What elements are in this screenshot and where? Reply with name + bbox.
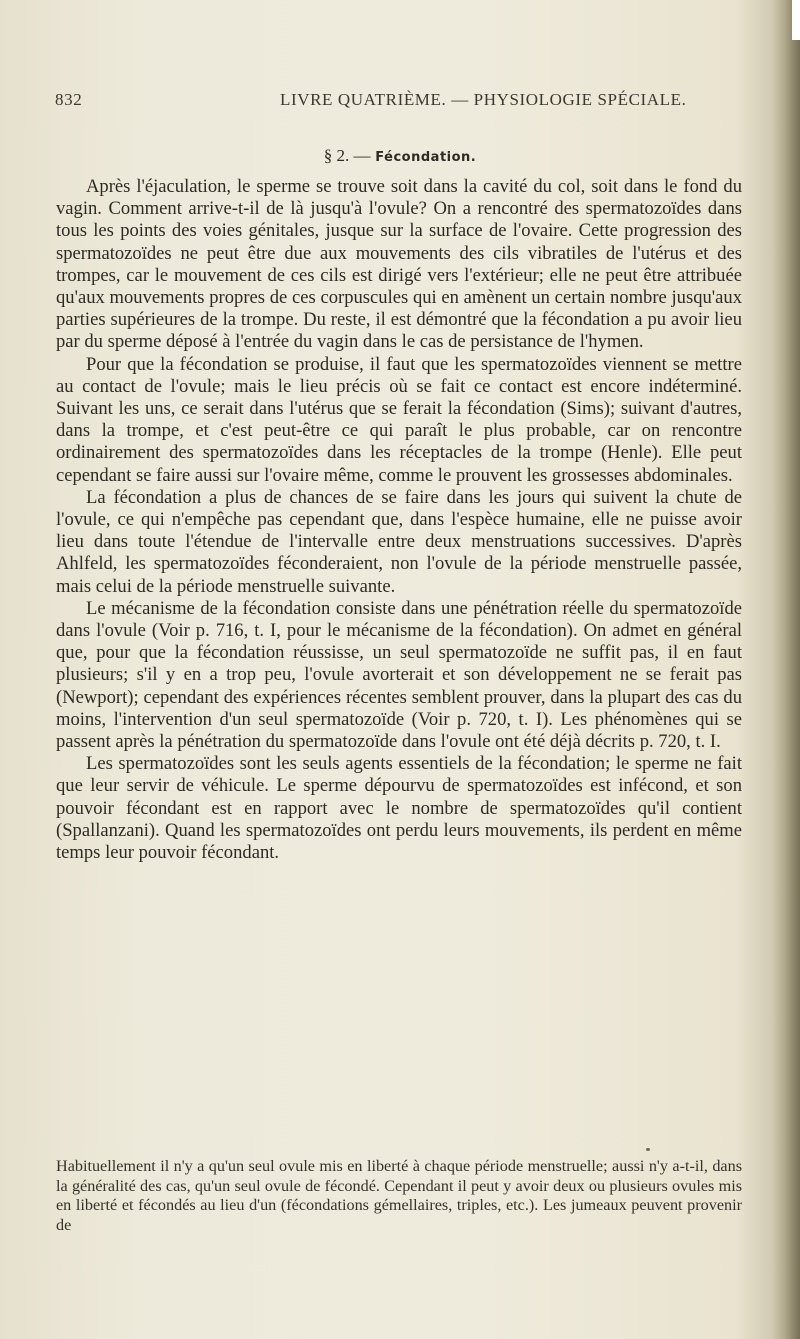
section-number: § 2. — (323, 146, 371, 165)
section-heading (0, 146, 800, 166)
note-text: Habituellement il n'y a qu'un seul ovule mis en liberté à chaque période menstruelle; aussi n'y a-t-il, dans la généralité des cas, qu'un seul ovule de fécondé. Cependant il peut y avoir deux ou plusieurs ovules mis en liberté et fécondés au lieu d'un (fécondations gémellaires, triples, etc.). Les jumeaux peuvent provenir de (56, 1157, 742, 1234)
ink-speck (646, 1148, 650, 1151)
section-title: Fécondation. (375, 150, 477, 165)
body-text (56, 176, 742, 864)
paragraph-2: Pour que la fécondation se produise, il faut que les spermatozoïdes viennent se mettre au contact de l'ovule; mais le lieu précis où se fait ce contact est encore indéterminé. Suivant les uns, ce serait dans l'utérus que se ferait la fécondation (Sims); suivant d'autres, dans la trompe, et c'est peut-être ce qui paraît le plus probable, car on rencontre ordinairement des spermatozoïdes dans les réceptacles de la trompe (Henle). Elle peut cependant se faire aussi sur l'ovaire même, comme le prouvent les grossesses abdominales. (56, 353, 742, 486)
paragraph-4: Le mécanisme de la fécondation consiste dans une pénétration réelle du spermatozoïde dans l'ovule (Voir p. 716, t. I, pour le mécanisme de la fécondation). On admet en général que, pour que la fécondation réussisse, un seul spermatozoïde ne suffit pas, il en faut plusieurs; s'il y en a trop peu, l'ovule avorterait et son développement ne se ferait pas (Newport); cependant des expériences récentes semblent prouver, dans la plupart des cas du moins, l'intervention d'un seul spermatozoïde (Voir p. 720, t. I). Les phénomènes qui se passent après la pénétration du spermatozoïde dans l'ovule ont été déjà décrits p. 720, t. I. (56, 597, 742, 753)
page-edge-shadow (772, 0, 800, 1339)
paragraph-3: La fécondation a plus de chances de se faire dans les jours qui suivent la chute de l'ovule, ce qui n'empêche pas cependant que, dans l'espèce humaine, elle ne puisse avoir lieu dans toute l'étendue de l'intervalle entre deux menstruations successives. D'après Ahlfeld, les spermatozoïdes féconderaient, non l'ovule de la période menstruelle passée, mais celui de la période menstruelle suivante. (56, 486, 742, 597)
running-head-title: LIVRE QUATRIÈME. — PHYSIOLOGIE SPÉCIALE. (280, 90, 687, 109)
page-number: 832 (55, 90, 83, 109)
small-print-note (56, 1157, 742, 1235)
paragraph-5: Les spermatozoïdes sont les seuls agents essentiels de la fécondation; le sperme ne fait que leur servir de véhicule. Le sperme dépourvu de spermatozoïdes est infécond, et son pouvoir fécondant est en rapport avec le nombre de spermatozoïdes qu'il contient (Spallanzani). Quand les spermatozoïdes ont perdu leurs mouvements, ils perdent en même temps leur pouvoir fécondant. (56, 753, 742, 864)
paragraph-1: Après l'éjaculation, le sperme se trouve soit dans la cavité du col, soit dans le fond du vagin. Comment arrive-t-il de là jusqu'à l'ovule? On a rencontré des spermatozoïdes dans tous les points des voies génitales, jusque sur la surface de l'ovaire. Cette progression des spermatozoïdes ne peut être due aux mouvements des cils vibratiles de l'utérus et des trompes, car le mouvement de ces cils est dirigé vers l'extérieur; elle ne peut être attribuée qu'aux mouvements propres de ces corpuscules qui en amènent un certain nombre jusqu'aux parties supérieures de la trompe. Du reste, il est démontré que la fécondation a pu avoir lieu par du sperme déposé à l'entrée du vagin dans le cas de persistance de l'hymen. (56, 176, 742, 353)
running-head (55, 90, 745, 116)
